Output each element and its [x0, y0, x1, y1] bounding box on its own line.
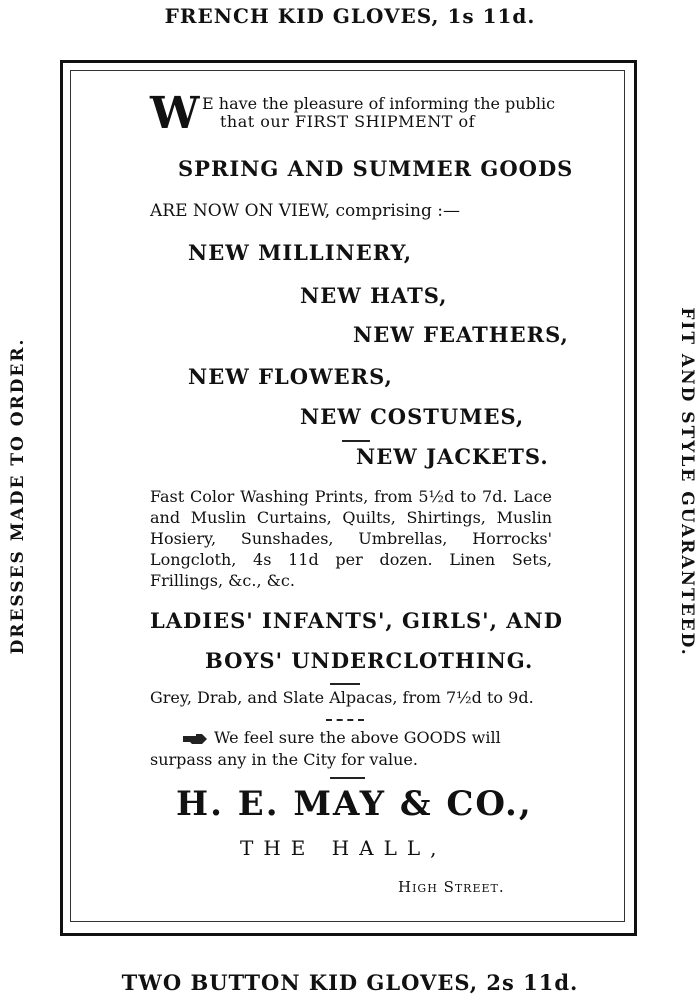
bottom-banner: TWO BUTTON KID GLOVES, 2s 11d. [121, 970, 579, 995]
assurance-line-2: surpass any in the City for value. [150, 750, 418, 769]
left-margin-text: DRESSES MADE TO ORDER. [8, 337, 28, 655]
rule-1 [342, 440, 370, 442]
underclothing-line-1: LADIES' INFANTS', GIRLS', AND [150, 608, 563, 633]
top-banner: FRENCH KID GLOVES, 1s 11d. [164, 4, 536, 28]
pointing-hand-icon [182, 732, 208, 746]
item-millinery: NEW MILLINERY, [188, 240, 413, 265]
company-name: H. E. MAY & CO., [176, 784, 533, 824]
the-hall-line: THE HALL, [240, 836, 447, 860]
alpacas-line: Grey, Drab, and Slate Alpacas, from 7½d to 9d. [150, 688, 534, 707]
goods-paragraph: Fast Color Washing Prints, from 5½d to 7d. Lace and Muslin Curtains, Quilts, Shirtings, Muslin Hosiery, Sunshades, Umbrellas, Horrocks' Longcloth, 4s 11d per dozen. Linen Sets, Frillings, &c., &c. [150, 487, 552, 590]
heading-spring-summer: SPRING AND SUMMER GOODS [178, 156, 574, 181]
drop-cap: W [150, 88, 200, 139]
assurance-line-1: We feel sure the above GOODS will [214, 728, 501, 747]
item-jackets: NEW JACKETS. [356, 444, 549, 469]
item-costumes: NEW COSTUMES, [300, 404, 525, 429]
right-margin-text: FIT AND STYLE GUARANTEED. [677, 307, 697, 657]
underclothing-line-2: BOYS' UNDERCLOTHING. [205, 648, 534, 673]
rule-2 [330, 683, 360, 685]
item-hats: NEW HATS, [300, 283, 448, 308]
street-line: High Street. [398, 878, 505, 896]
rule-3 [326, 719, 364, 723]
rule-4 [330, 777, 365, 779]
on-view-line: ARE NOW ON VIEW, comprising :— [150, 201, 460, 221]
intro-block [150, 88, 570, 140]
intro-line-1: E have the pleasure of informing the public [202, 94, 556, 113]
assurance-line-1-wrap [182, 728, 501, 747]
item-feathers: NEW FEATHERS, [353, 322, 569, 347]
intro-line-2: that our FIRST SHIPMENT of [220, 112, 476, 131]
item-flowers: NEW FLOWERS, [188, 364, 393, 389]
